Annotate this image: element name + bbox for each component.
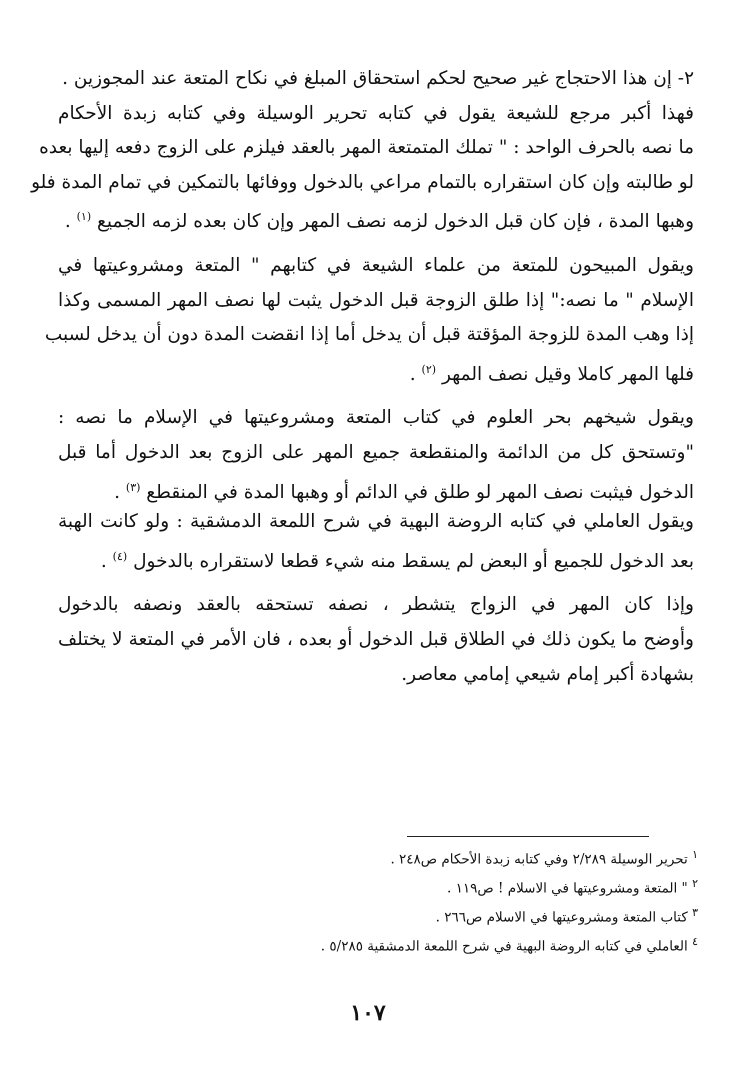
text-segment: . (409, 363, 422, 385)
text-segment: . (100, 550, 113, 572)
text-line: فهذا أكبر مرجع للشيعة يقول في كتابه تحرير الوسيلة وفي كتابه زبدة الأحكام (58, 102, 694, 124)
text-line: ٢- إن هذا الاحتجاج غير صحيح لحكم استحقاق المبلغ في نكاح المتعة عند المجوزين . (62, 68, 694, 89)
text-line: ويقول المبيحون للمتعة من علماء الشيعة في كتابهم " المتعة ومشروعيتها في (58, 254, 694, 276)
footnote (100, 843, 698, 872)
text-line (58, 540, 694, 575)
footnote (100, 901, 698, 930)
text-segment: الدخول فيثبت نصف المهر لو طلق في الدائم أو وهبها المدة في المنقطع (146, 481, 694, 503)
footnote-number: ٣ (692, 906, 698, 919)
text-segment: . (64, 211, 77, 233)
text-line: ما نصه بالحرف الواحد : " تملك المتمتعة المهر بالعقد فيلزم على الزوج دفعه إليها بعده (39, 137, 694, 159)
text-line (58, 353, 694, 388)
text-line: إذا وهب المدة للزوجة المؤقتة قبل أن يدخل أما إذا انقضت المدة دون أن يدخل لسبب (44, 324, 694, 346)
footnote-number: ٤ (692, 935, 698, 948)
page-number: ١٠٧ (350, 1000, 386, 1026)
text-line: بشهادة أكبر إمام شيعي إمامي معاصر. (401, 663, 694, 685)
text-segment: بعد الدخول للجميع أو البعض لم يسقط منه شيء قطعا لاستقراره بالدخول (133, 550, 694, 572)
text-line: الإسلام " ما نصه:" إذا طلق الزوجة قبل الدخول يثبت لها نصف المهر المسمى وكذا (58, 289, 694, 311)
footnote-text: العاملي في كتابه الروضة البهية في شرح اللمعة الدمشقية ٥/٢٨٥ . (320, 938, 688, 955)
footnote (100, 872, 698, 901)
text-line: "وتستحق كل من الدائمة والمنقطعة جميع المهر على الزوج بعد الدخول أما قبل (58, 441, 694, 463)
footnote-text: تحرير الوسيلة ٢/٢٨٩ وفي كتابه زبدة الأحكام ص٢٤٨ . (390, 851, 688, 868)
text-segment: وهبها المدة ، فإن كان قبل الدخول لزمه نصف المهر وإن كان بعده لزمه الجميع (97, 211, 694, 233)
footnote (100, 930, 698, 959)
footnote-ref: (٣) (125, 480, 141, 494)
text-line: لو طالبته وإن كان استقراره بالتمام مراعي بالدخول ووفائها بالتمكين في تمام المدة فلو (31, 171, 694, 193)
footnote-number: ١ (692, 848, 698, 861)
footnote-text: " المتعة ومشروعيتها في الاسلام ! ص١١٩ . (447, 880, 688, 897)
footnote-ref: (٤) (112, 549, 128, 563)
footnote-number: ٢ (692, 877, 698, 890)
footnote-ref: (١) (76, 210, 92, 224)
text-line: وأوضح ما يكون ذلك في الطلاق قبل الدخول أو بعده ، فان الأمر في المتعة لا يختلف (58, 628, 694, 650)
text-segment: فلها المهر كاملا وقيل نصف المهر (441, 363, 694, 385)
footnote-ref: (٢) (421, 362, 437, 376)
footnote-divider (407, 836, 649, 837)
text-line (58, 200, 694, 235)
main-text (31, 62, 694, 692)
footnote-text: كتاب المتعة ومشروعيتها في الاسلام ص٢٦٦ . (435, 909, 688, 926)
text-segment: . (114, 481, 126, 503)
text-line: ويقول العاملي في كتابه الروضة البهية في شرح اللمعة الدمشقية : ولو كانت الهبة (58, 511, 694, 533)
text-line (58, 471, 694, 506)
text-line: ويقول شيخهم بحر العلوم في كتاب المتعة ومشروعيتها في الإسلام ما نصه : (58, 407, 694, 429)
footnotes (100, 843, 698, 959)
text-line: وإذا كان المهر في الزواج يتشطر ، نصفه تستحقه بالعقد ونصفه بالدخول (58, 594, 694, 616)
